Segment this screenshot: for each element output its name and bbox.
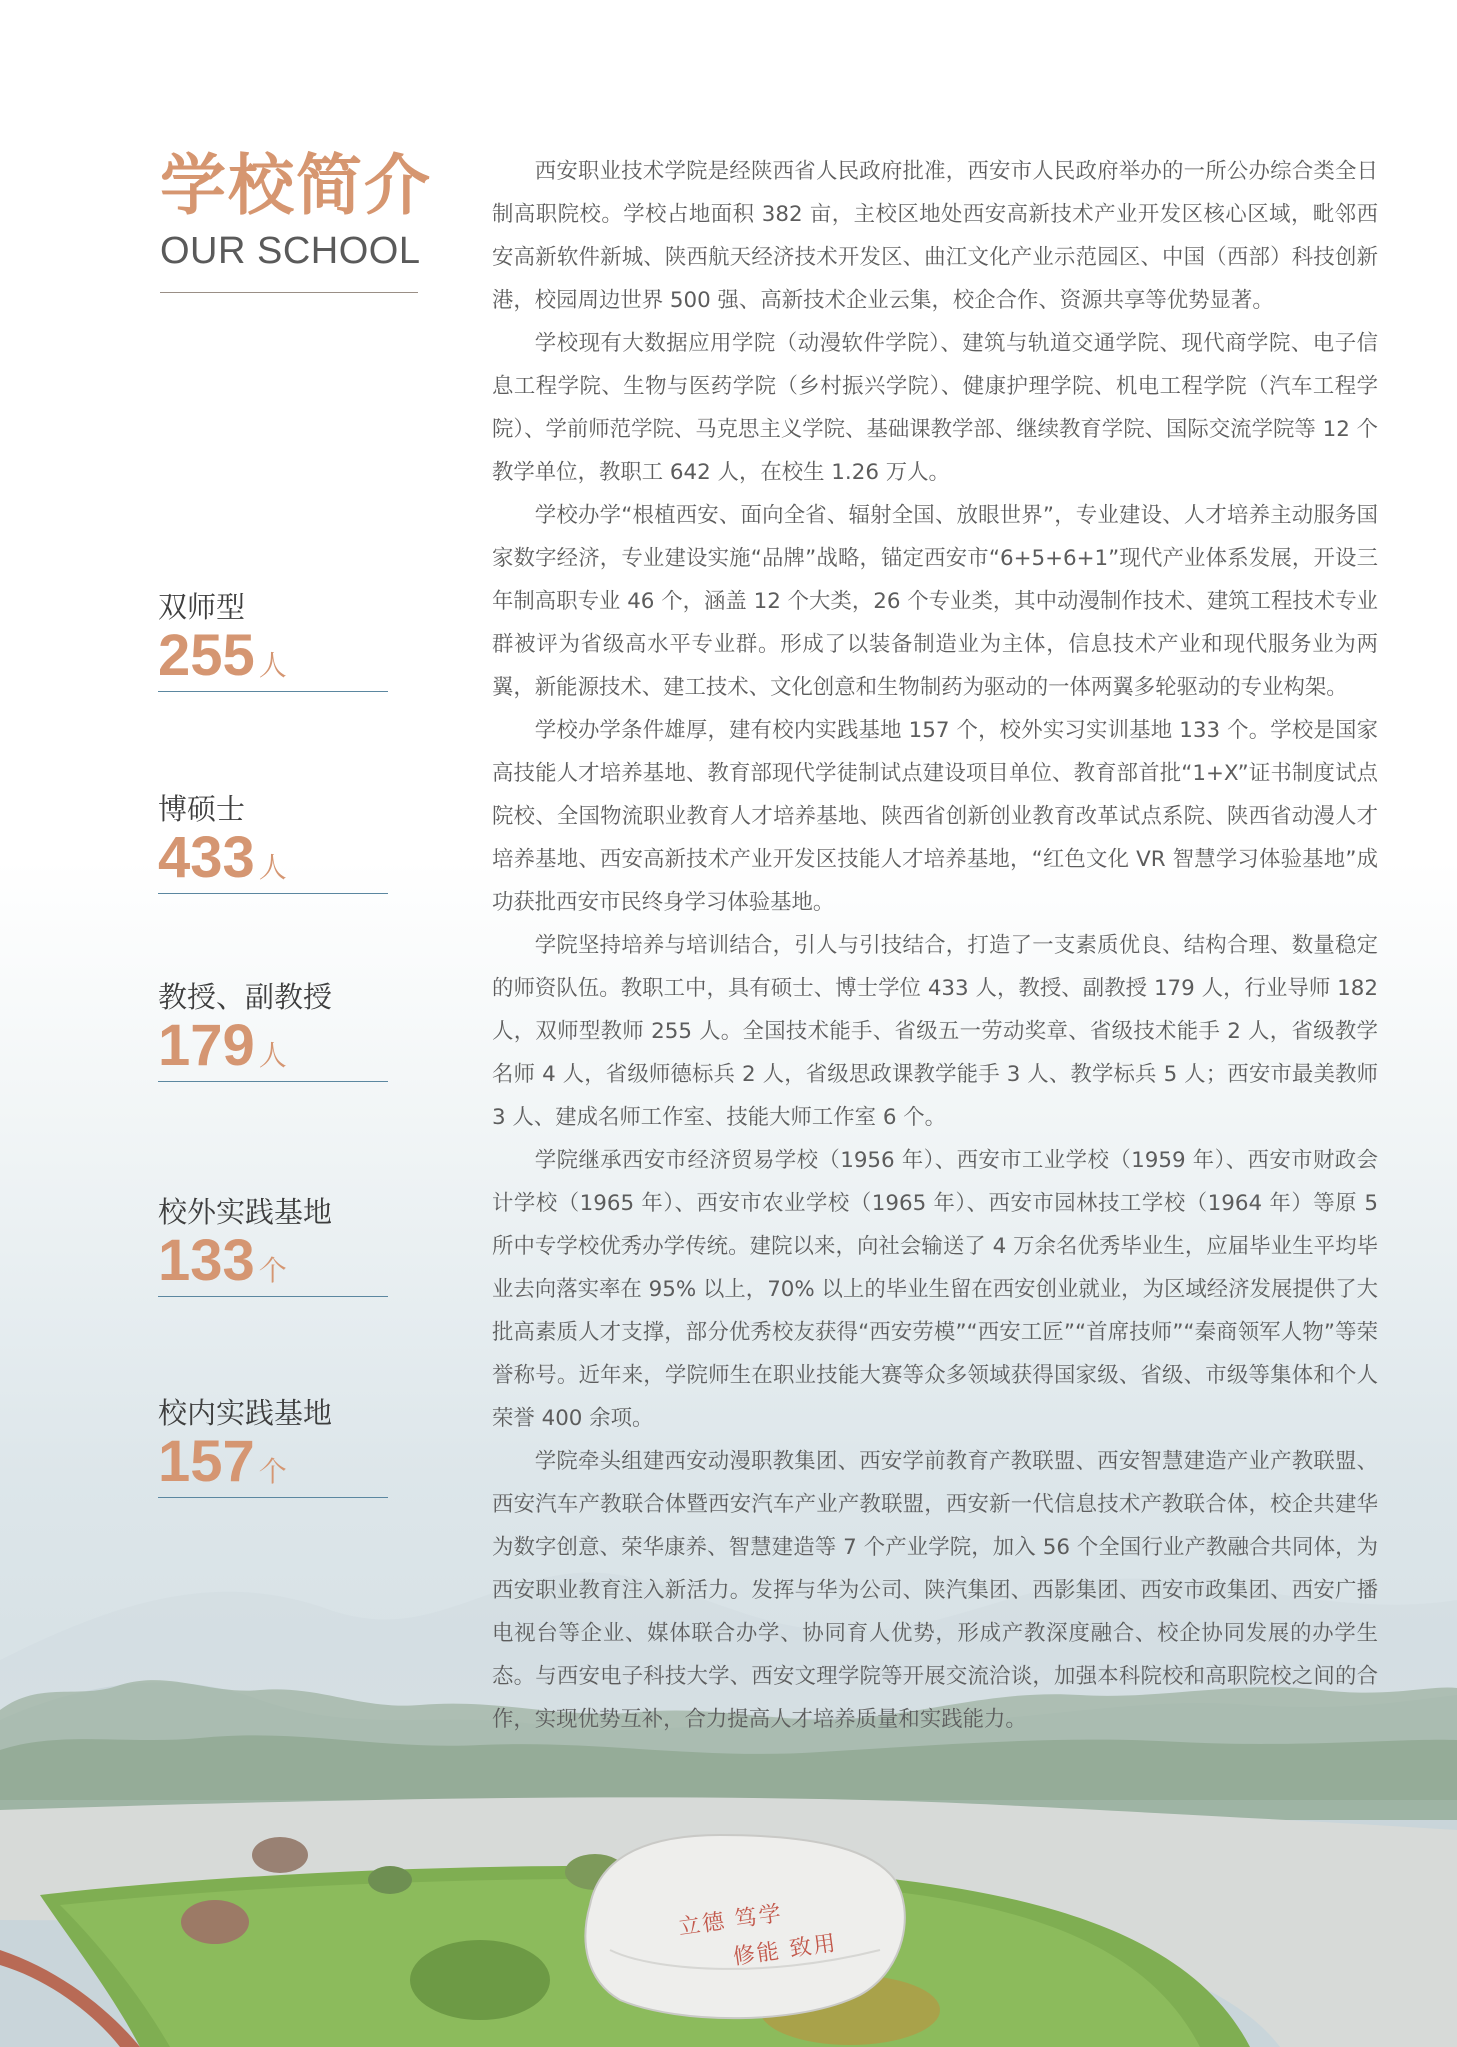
intro-paragraph: 学校现有大数据应用学院（动漫软件学院）、建筑与轨道交通学院、现代商学院、电子信息工程学院、生物与医药学院（乡村振兴学院）、健康护理学院、机电工程学院（汽车工程学院）、学前师范学院、马克思主义学院、基础课教学部、继续教育学院、国际交流学院等 12 个教学单位，教职工 642 人，在校生 1.26 万人。 <box>492 331 1378 485</box>
page-title: 学校简介 <box>160 147 432 224</box>
stat-value: 255 <box>158 622 255 688</box>
stat-professors <box>158 980 388 1082</box>
stat-label: 校外实践基地 <box>158 1195 333 1229</box>
rock-inscription-line1: 立德 笃学 <box>676 1901 785 1941</box>
stat-unit: 人 <box>258 1038 287 1072</box>
stat-divider <box>158 1081 388 1082</box>
title-divider <box>160 292 418 293</box>
stat-unit: 个 <box>258 1454 287 1488</box>
page-subtitle: OUR SCHOOL <box>160 230 421 272</box>
stat-divider <box>158 1296 388 1297</box>
stat-value: 157 <box>158 1428 255 1494</box>
stat-dual-qualified <box>158 590 388 692</box>
stat-value: 133 <box>158 1227 255 1293</box>
intro-paragraph: 学校办学条件雄厚，建有校内实践基地 157 个，校外实习实训基地 133 个。学校是国家高技能人才培养基地、教育部现代学徒制试点建设项目单位、教育部首批“1+X”证书制度试点院校、全国物流职业教育人才培养基地、陕西省创新创业教育改革试点系院、陕西省动漫人才培养基地、西安高新技术产业开发区技能人才培养基地，“红色文化 VR 智慧学习体验基地”成功获批西安市民终身学习体验基地。 <box>492 718 1378 915</box>
stat-divider <box>158 691 388 692</box>
intro-paragraph: 西安职业技术学院是经陕西省人民政府批准，西安市人民政府举办的一所公办综合类全日制高职院校。学校占地面积 382 亩，主校区地处西安高新技术产业开发区核心区域，毗邻西安高新软件新城、陕西航天经济技术开发区、曲江文化产业示范园区、中国（西部）科技创新港，校园周边世界 500 强、高新技术企业云集，校企合作、资源共享等优势显著。 <box>492 159 1378 313</box>
stat-masters-doctors <box>158 792 388 894</box>
intro-paragraph: 学院继承西安市经济贸易学校（1956 年）、西安市工业学校（1959 年）、西安市财政会计学校（1965 年）、西安市农业学校（1965 年）、西安市园林技工学校（1964 年）等原 5 所中专学校优秀办学传统。建院以来，向社会输送了 4 万余名优秀毕业生，应届毕业生平均毕业去向落实率在 95% 以上，70% 以上的毕业生留在西安创业就业，为区域经济发展提供了大批高素质人才支撑，部分优秀校友获得“西安劳模”“西安工匠”“首席技师”“秦商领军人物”等荣誉称号。近年来，学院师生在职业技能大赛等众多领域获得国家级、省级、市级等集体和个人荣誉 400 余项。 <box>492 1148 1378 1431</box>
stat-value: 179 <box>158 1012 255 1078</box>
stat-value: 433 <box>158 824 255 890</box>
stat-external-bases <box>158 1195 388 1297</box>
stat-unit: 人 <box>258 648 287 682</box>
intro-paragraph: 学校办学“根植西安、面向全省、辐射全国、放眼世界”，专业建设、人才培养主动服务国家数字经济，专业建设实施“品牌”战略，锚定西安市“6+5+6+1”现代产业体系发展，开设三年制高职专业 46 个，涵盖 12 个大类，26 个专业类，其中动漫制作技术、建筑工程技术专业群被评为省级高水平专业群。形成了以装备制造业为主体，信息技术产业和现代服务业为两翼，新能源技术、建工技术、文化创意和生物制药为驱动的一体两翼多轮驱动的专业构架。 <box>492 503 1378 700</box>
intro-paragraph: 学院坚持培养与培训结合，引人与引技结合，打造了一支素质优良、结构合理、数量稳定的师资队伍。教职工中，具有硕士、博士学位 433 人，教授、副教授 179 人，行业导师 182 人，双师型教师 255 人。全国技术能手、省级五一劳动奖章、省级技术能手 2 人，省级教学名师 4 人，省级师德标兵 2 人，省级思政课教学能手 3 人、教学标兵 5 人；西安市最美教师 3 人、建成名师工作室、技能大师工作室 6 个。 <box>492 933 1378 1130</box>
stat-label: 教授、副教授 <box>158 980 333 1014</box>
stat-label: 双师型 <box>158 590 246 624</box>
stat-unit: 人 <box>258 850 287 884</box>
stat-unit: 个 <box>258 1253 287 1287</box>
intro-paragraph: 学院牵头组建西安动漫职教集团、西安学前教育产教联盟、西安智慧建造产业产教联盟、西安汽车产教联合体暨西安汽车产业产教联盟，西安新一代信息技术产教联合体，校企共建华为数字创意、荣华康养、智慧建造等 7 个产业学院，加入 56 个全国行业产教融合共同体，为西安职业教育注入新活力。发挥与华为公司、陕汽集团、西影集团、西安市政集团、西安广播电视台等企业、媒体联合办学、协同育人优势，形成产教深度融合、校企协同发展的办学生态。与西安电子科技大学、西安文理学院等开展交流洽谈，加强本科院校和高职院校之间的合作，实现优势互补，合力提高人才培养质量和实践能力。 <box>492 1449 1378 1732</box>
stat-internal-bases <box>158 1396 388 1498</box>
stat-label: 校内实践基地 <box>158 1396 333 1430</box>
stat-divider <box>158 893 388 894</box>
intro-body <box>492 150 1378 1741</box>
stat-label: 博硕士 <box>158 792 246 826</box>
stat-divider <box>158 1497 388 1498</box>
rock-inscription-line2: 修能 致用 <box>731 1930 839 1971</box>
